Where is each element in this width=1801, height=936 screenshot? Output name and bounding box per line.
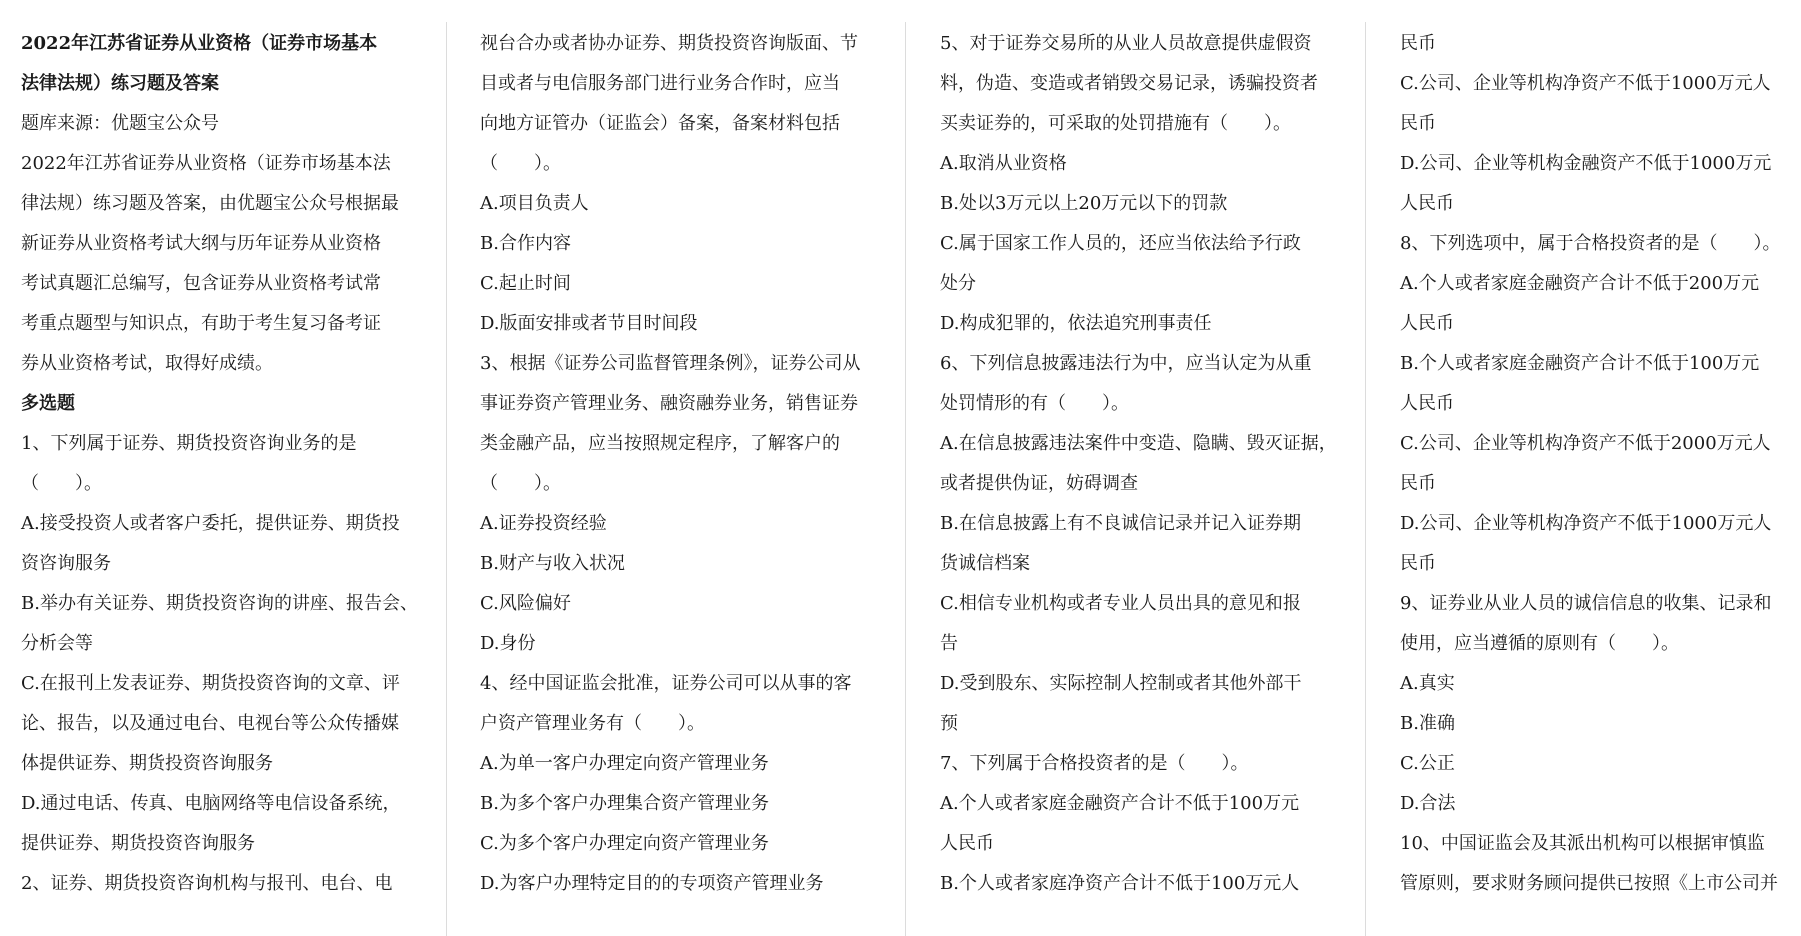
text-line: 考试真题汇总编写，包含证券从业资格考试常: [21, 273, 381, 294]
text-column-2: [480, 24, 870, 904]
text-line: C.属于国家工作人员的，还应当依法给予行政: [940, 233, 1301, 254]
text-line: 民币: [1400, 553, 1436, 574]
text-line: 民币: [1400, 473, 1436, 494]
text-line: 9、证券业从业人员的诚信信息的收集、记录和: [1400, 593, 1772, 614]
text-line: （ ）。: [480, 473, 561, 494]
text-line: 民币: [1400, 33, 1436, 54]
text-line: 6、下列信息披露违法行为中，应当认定为从重: [940, 353, 1312, 374]
text-column-1: [21, 24, 418, 904]
text-column-4: [1400, 24, 1790, 904]
text-line: B.举办有关证券、期货投资咨询的讲座、报告会、: [21, 593, 418, 614]
text-line: 律法规）练习题及答案，由优题宝公众号根据最: [21, 193, 399, 214]
text-line: C.公司、企业等机构净资产不低于1000万元人: [1400, 73, 1771, 94]
text-line: 货诚信档案: [940, 553, 1030, 574]
text-line: A.证券投资经验: [480, 513, 607, 534]
heading-line: 2022年江苏省证券从业资格（证券市场基本: [21, 33, 378, 54]
text-line: 分析会等: [21, 633, 93, 654]
column-divider: [905, 22, 906, 936]
text-line: 人民币: [940, 833, 994, 854]
text-line: C.风险偏好: [480, 593, 571, 614]
text-line: （ ）。: [21, 473, 102, 494]
text-line: B.为多个客户办理集合资产管理业务: [480, 793, 769, 814]
text-line: 8、下列选项中，属于合格投资者的是（ ）。: [1400, 233, 1781, 254]
text-line: B.个人或者家庭净资产合计不低于100万元人: [940, 873, 1300, 894]
text-line: C.在报刊上发表证券、期货投资咨询的文章、评: [21, 673, 400, 694]
text-line: B.在信息披露上有不良诚信记录并记入证券期: [940, 513, 1301, 534]
text-line: D.通过电话、传真、电脑网络等电信设备系统，: [21, 793, 401, 814]
text-line: D.构成犯罪的，依法追究刑事责任: [940, 313, 1212, 334]
text-line: D.身份: [480, 633, 536, 654]
text-line: D.公司、企业等机构金融资产不低于1000万元: [1400, 153, 1772, 174]
text-line: C.起止时间: [480, 273, 571, 294]
text-line: A.在信息披露违法案件中变造、隐瞒、毁灭证据，: [940, 433, 1337, 454]
text-line: D.版面安排或者节目时间段: [480, 313, 698, 334]
column-divider: [1365, 22, 1366, 936]
text-line: D.为客户办理特定目的的专项资产管理业务: [480, 873, 824, 894]
text-line: 论、报告，以及通过电台、电视台等公众传播媒: [21, 713, 399, 734]
text-line: 民币: [1400, 113, 1436, 134]
column-divider: [446, 22, 447, 936]
text-line: （ ）。: [480, 153, 561, 174]
text-line: 事证券资产管理业务、融资融券业务，销售证券: [480, 393, 858, 414]
text-line: 7、下列属于合格投资者的是（ ）。: [940, 753, 1249, 774]
text-line: A.取消从业资格: [940, 153, 1067, 174]
text-line: 体提供证券、期货投资咨询服务: [21, 753, 273, 774]
text-line: A.项目负责人: [480, 193, 589, 214]
text-line: B.合作内容: [480, 233, 571, 254]
text-line: 买卖证券的，可采取的处罚措施有（ ）。: [940, 113, 1291, 134]
text-line: 处罚情形的有（ ）。: [940, 393, 1129, 414]
text-line: A.为单一客户办理定向资产管理业务: [480, 753, 769, 774]
text-line: 提供证券、期货投资咨询服务: [21, 833, 255, 854]
text-line: 人民币: [1400, 393, 1454, 414]
text-line: 4、经中国证监会批准，证券公司可以从事的客: [480, 673, 852, 694]
text-line: D.受到股东、实际控制人控制或者其他外部干: [940, 673, 1302, 694]
text-line: 3、根据《证券公司监督管理条例》，证券公司从: [480, 353, 861, 374]
text-line: 料，伪造、变造或者销毁交易记录，诱骗投资者: [940, 73, 1318, 94]
text-line: C.公司、企业等机构净资产不低于2000万元人: [1400, 433, 1771, 454]
text-column-3: [940, 24, 1337, 904]
text-line: D.合法: [1400, 793, 1456, 814]
text-line: 题库来源：优题宝公众号: [21, 113, 219, 134]
text-line: B.个人或者家庭金融资产合计不低于100万元: [1400, 353, 1760, 374]
text-line: D.公司、企业等机构净资产不低于1000万元人: [1400, 513, 1772, 534]
text-line: C.相信专业机构或者专业人员出具的意见和报: [940, 593, 1301, 614]
heading-line: 法律法规）练习题及答案: [21, 73, 219, 94]
text-line: 资咨询服务: [21, 553, 111, 574]
text-line: 或者提供伪证，妨碍调查: [940, 473, 1138, 494]
text-line: 管原则，要求财务顾问提供已按照《上市公司并: [1400, 873, 1778, 894]
text-line: 类金融产品，应当按照规定程序，了解客户的: [480, 433, 840, 454]
text-line: A.个人或者家庭金融资产合计不低于200万元: [1400, 273, 1760, 294]
text-line: 5、对于证券交易所的从业人员故意提供虚假资: [940, 33, 1312, 54]
text-line: B.准确: [1400, 713, 1455, 734]
text-line: A.个人或者家庭金融资产合计不低于100万元: [940, 793, 1300, 814]
heading-line: 多选题: [21, 393, 75, 414]
text-line: 向地方证管办（证监会）备案，备案材料包括: [480, 113, 840, 134]
text-line: 1、下列属于证券、期货投资咨询业务的是: [21, 433, 357, 454]
text-line: 告: [940, 633, 958, 654]
text-line: 人民币: [1400, 193, 1454, 214]
text-line: 券从业资格考试，取得好成绩。: [21, 353, 273, 374]
text-line: A.真实: [1400, 673, 1455, 694]
text-line: 考重点题型与知识点，有助于考生复习备考证: [21, 313, 381, 334]
text-line: 2、证券、期货投资咨询机构与报刊、电台、电: [21, 873, 393, 894]
text-line: 10、中国证监会及其派出机构可以根据审慎监: [1400, 833, 1765, 854]
text-line: 使用，应当遵循的原则有（ ）。: [1400, 633, 1679, 654]
text-line: B.处以3万元以上20万元以下的罚款: [940, 193, 1228, 214]
text-line: 处分: [940, 273, 976, 294]
text-line: 目或者与电信服务部门进行业务合作时，应当: [480, 73, 840, 94]
text-line: 预: [940, 713, 958, 734]
text-line: A.接受投资人或者客户委托，提供证券、期货投: [21, 513, 400, 534]
text-line: C.为多个客户办理定向资产管理业务: [480, 833, 769, 854]
text-line: C.公正: [1400, 753, 1455, 774]
text-line: 2022年江苏省证券从业资格（证券市场基本法: [21, 153, 391, 174]
text-line: 新证券从业资格考试大纲与历年证券从业资格: [21, 233, 381, 254]
text-line: 人民币: [1400, 313, 1454, 334]
text-line: 视台合办或者协办证券、期货投资咨询版面、节: [480, 33, 858, 54]
text-line: B.财产与收入状况: [480, 553, 625, 574]
text-line: 户资产管理业务有（ ）。: [480, 713, 705, 734]
